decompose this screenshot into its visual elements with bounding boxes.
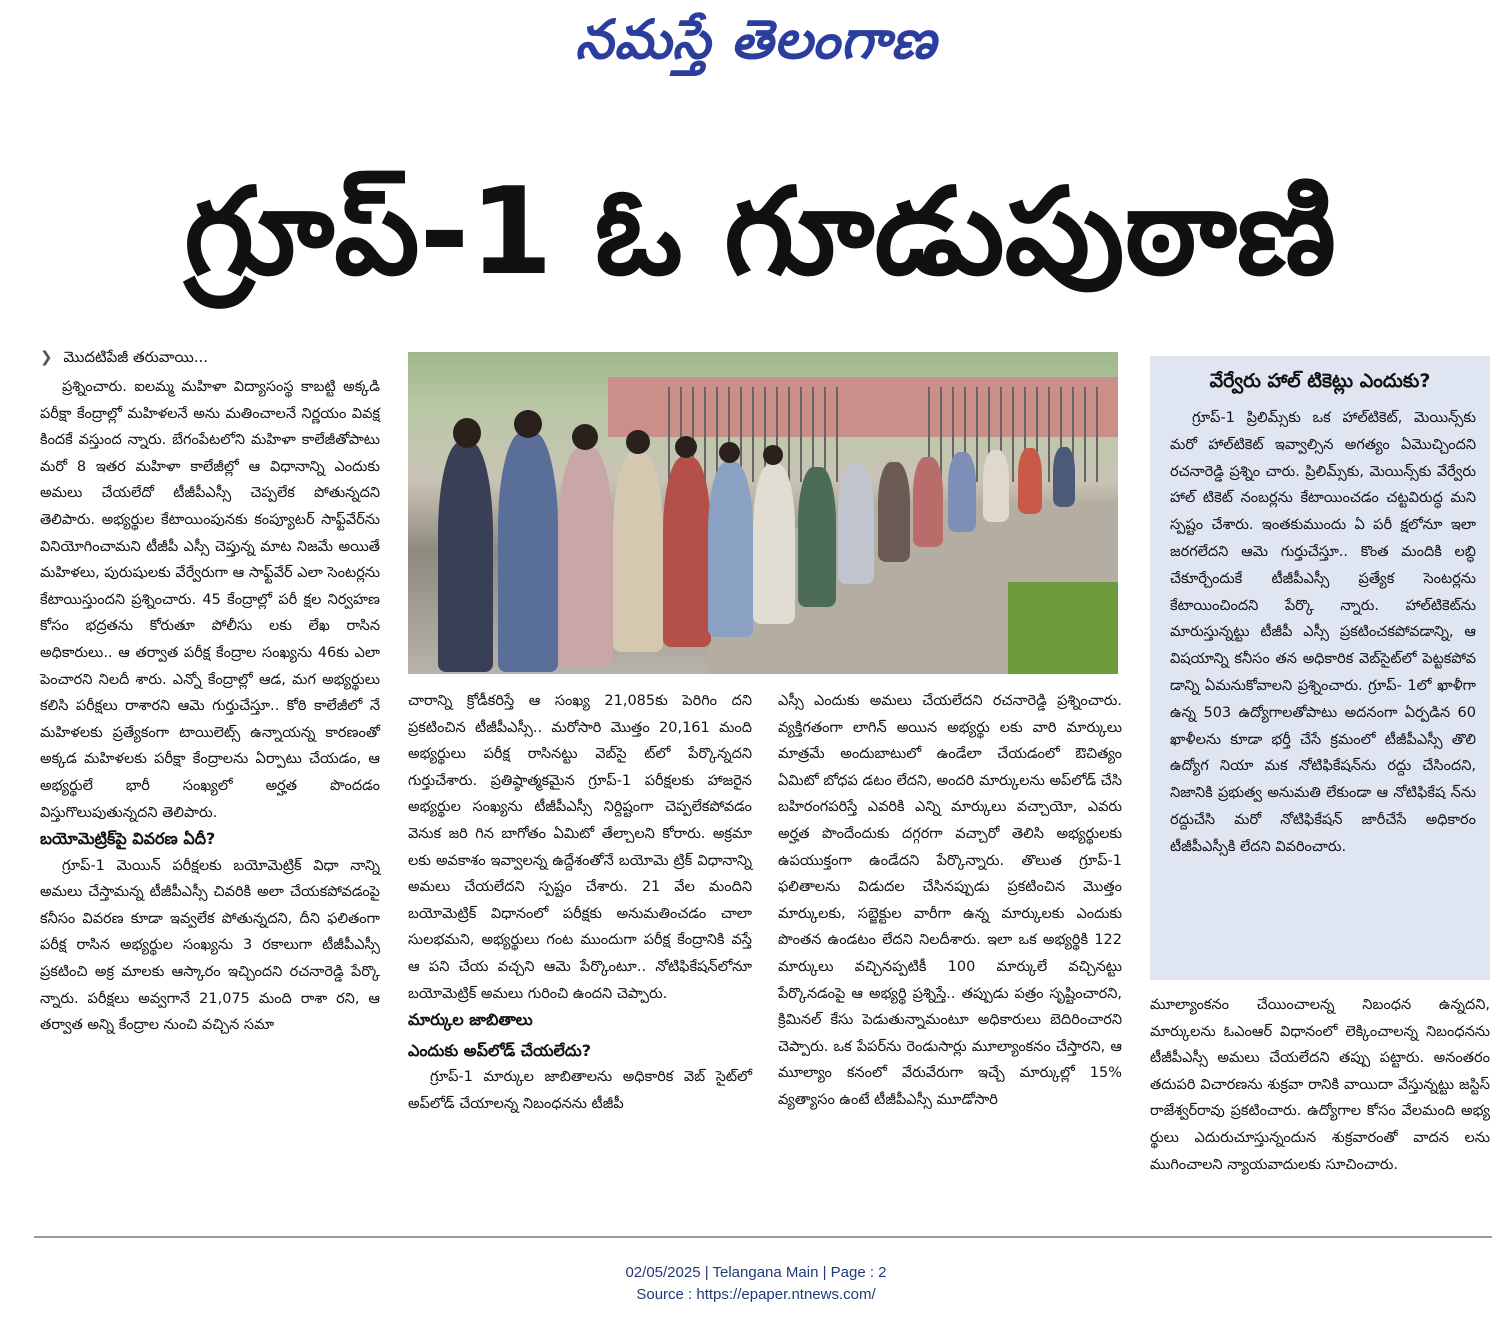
photo-head — [453, 418, 481, 448]
article-column-1 — [40, 374, 380, 1039]
subheading: ఎందుకు అప్‌లోడ్‌ చేయలేదు? — [408, 1040, 591, 1060]
subheading: బయోమెట్రిక్‌పై వివరణ ఏదీ? — [40, 829, 216, 849]
photo-person — [913, 457, 943, 547]
photo-person — [708, 462, 753, 637]
paragraph: గ్రూప్‌-1 మార్కుల జాబితాలను అధికారిక వెబ్‌ సైట్‌లో అప్‌లోడ్‌ చేయాలన్న నిబంధనను టీజీపీ — [408, 1069, 752, 1112]
article-column-4 — [1150, 992, 1490, 1178]
sidebar-box — [1150, 356, 1490, 980]
footer-divider — [34, 1236, 1492, 1238]
paragraph: మూల్యాంకనం చేయించాలన్న నిబంధన ఉన్నదని, మార్కులను ఓఎంఆర్‌ విధానంలో లెక్కించాలన్న నిబంధనను టీజీపీఎస్సీ అమలు చేయలేదని తప్పు పట్టారు. అనంతరం తదుపరి విచారణను శుక్రవా రానికి వాయిదా వేస్తున్నట్టు జస్టిస్‌ రాజేశ్వర్‌రావు ప్రకటించారు. ఉద్యోగాల కోసం వేలమంది అభ్య ర్థులు ఎదురుచూస్తున్నందున శుక్రవారంతో వాదన లను ముగించాలని న్యాయవాదులకు సూచించారు. — [1150, 997, 1490, 1173]
photo-person — [878, 462, 910, 562]
article-column-3 — [778, 688, 1122, 1114]
subheading: మార్కుల జాబితాలు — [408, 1010, 533, 1030]
chevron-right-icon: ❯ — [40, 348, 53, 366]
headline: గ్రూప్‌-1 ఓ గూడుపుఠాణి — [184, 163, 1336, 302]
photo-person — [798, 467, 836, 607]
continuation-line — [40, 348, 208, 370]
photo-grass — [1008, 582, 1118, 674]
sidebar-title: వేర్వేరు హాల్‌ టికెట్లు ఎందుకు? — [1209, 370, 1431, 392]
photo-head — [675, 436, 697, 458]
paragraph: ప్రశ్నించారు. ఐలమ్మ మహిళా విద్యాసంస్థ కాబట్టి అక్కడి పరీక్షా కేంద్రాల్లో మహిళలనే అను మతించాలనే నిర్ణయం వివక్ష కిందకే వస్తుంద న్నారు. బేగంపేటలోని మహిళా కాలేజీతోపాటు మరో 8 ఇతర మహిళా కాలేజీల్లో ఆ విధానాన్ని ఎందుకు అమలు చేయలేదో టీజీపీఎస్సీ చెప్పలేక పోతున్నదని తెలిపారు. అభ్యర్థుల కేటాయింపునకు కంప్యూటర్‌ సాఫ్ట్‌వేర్‌ను వినియోగించామని టీజీపీ ఎస్సీ చెప్తున్న మాట నిజమే అయితే మహిళలు, పురుషులకు వేర్వేరుగా ఆ సాఫ్ట్‌వేర్‌ ఎలా సెంటర్లను కేటాయిస్తుందని ప్రశ్నించారు. 45 కేంద్రాల్లో పరీ క్షల నిర్వహణ కోసం భద్రతను కోరుతూ పోలీసు లకు లేఖ రాసిన అధికారులు.. ఆ తర్వాత పరీక్ష కేంద్రాల సంఖ్యను 46కు ఎలా పెంచారని నిలదీ శారు. ఎన్నో కేంద్రాల్లో ఆడ, మగ అభ్యర్థులు కలిసి పరీక్షలు రాశారని ఆమె గుర్తుచేస్తూ.. కోఠి కాలేజీలో నే మహిళలకు ప్రత్యేకంగా టాయిలెట్స్‌ ఉన్నాయన్న కారణంతో అక్కడ మహిళలకు పరీక్షా కేంద్రాలను ఏర్పాటు చేయడం, ఆ అభ్యర్థులే భారీ సంఖ్యలో అర్హత పొందడం విస్తుగొలుపుతున్నదని తెలిపారు. — [40, 379, 380, 821]
news-photo-queue-of-candidates — [408, 352, 1118, 674]
footer-source-link[interactable]: Source : https://epaper.ntnews.com/ — [636, 1286, 876, 1303]
photo-person — [438, 442, 493, 672]
photo-person — [663, 457, 711, 647]
photo-person — [498, 432, 558, 672]
photo-person — [983, 450, 1009, 522]
article-column-2 — [408, 688, 752, 1118]
footer — [0, 1262, 1512, 1306]
photo-person — [838, 464, 874, 584]
photo-person — [1053, 447, 1075, 507]
paragraph: చారాన్ని క్రోడీకరిస్తే ఆ సంఖ్య 21,085కు పెరిగిం దని ప్రకటించిన టీజీపీఎస్సీ.. మరోసారి మొత్తం 20,161 మంది అభ్యర్థులు పరీక్ష రాసినట్టు వెబ్‌సై ట్‌లో పేర్కొన్నదని గుర్తుచేశారు. ప్రతిష్ఠాత్మకమైన గ్రూప్‌-1 పరీక్షలకు హాజరైన అభ్యర్థుల సంఖ్యను టీజీపీఎస్సీ నిర్దిష్టంగా చెప్పలేకపోవడం వెనుక జరి గిన బాగోతం ఏమిటో తేల్చాలని కోరారు. అక్రమా లకు అవకాశం ఇవ్వాలన్న ఉద్దేశంతోనే బయోమె ట్రిక్‌ విధానాన్ని అమలు చేయలేదని స్పష్టం చేశారు. 21 వేల మందిని బయోమెట్రిక్‌ విధానంలో పరీక్షకు అనుమతించడం చాలా సులభమని, అభ్యర్థులు గంట ముందుగా పరీక్ష కేంద్రానికి వస్తే ఆ పని చేయ వచ్చని ఆమె పేర్కొంటూ.. నోటిఫికేషన్‌లోనూ బయోమెట్రిక్‌ అమలు గురించి ఉందని చెప్పారు. — [408, 693, 752, 1002]
photo-head — [626, 430, 650, 454]
photo-head — [514, 410, 542, 438]
photo-head — [763, 445, 783, 465]
photo-person — [558, 447, 613, 667]
footer-edition-info: 02/05/2025 | Telangana Main | Page : 2 — [625, 1264, 887, 1281]
sidebar-body: గ్రూప్‌-1 ప్రిలిమ్స్‌కు ఒక హాల్‌టికెట్‌, మెయిన్స్‌కు మరో హాల్‌టికెట్‌ ఇవ్వాల్సిన అగత్యం ఏమొచ్చిందని రచనారెడ్డి ప్రశ్నిం చారు. ప్రిలిమ్స్‌కు, మెయిన్స్‌కు వేర్వేరు హాల్‌ టికెట్‌ నంబర్లను కేటాయించడం చట్టవిరుద్ధ మని స్పష్టం చేశారు. ఇంతకుముందు ఏ పరీ క్షలోనూ ఇలా జరగలేదని ఆమె గుర్తుచేస్తూ.. కొంత మందికి లబ్ధి చేకూర్చేందుకే టీజీపీఎస్సీ ప్రత్యేక సెంటర్లను కేటాయించిందని పేర్కొ న్నారు. హాల్‌టికెట్‌ను మారుస్తున్నట్టు టీజీపీ ఎస్సీ ప్రకటించకపోవడాన్ని, ఆ విషయాన్ని కనీసం తన అధికారిక వెబ్‌సైట్‌లో పెట్టకపోవ డాన్ని ఏమనుకోవాలని ప్రశ్నించారు. గ్రూప్‌- 1లో ఖాళీగా ఉన్న 503 ఉద్యోగాలతోపాటు అదనంగా ఏర్పడిన 60 ఖాళీలను కూడా భర్తీ చేసే క్రమంలో టీజీపీఎస్సీ తొలి ఉద్యోగ నియా మక నోటిఫికేషన్‌ను రద్దు చేసిందని, నిజానికి ప్రభుత్వ అనుమతి లేకుండా ఆ నోటిఫికేష న్‌ను రద్దుచేసి మరో నోటిఫికేషన్‌ జారీచేసే అధికారం టీజీపీఎస్సీకి లేదని వివరించారు. — [1170, 410, 1476, 855]
masthead-logo: నమస్తే తెలంగాణ — [575, 8, 937, 71]
photo-head — [719, 442, 740, 463]
paragraph: ఎస్సీ ఎందుకు అమలు చేయలేదని రచనారెడ్డి ప్రశ్నించారు. వ్యక్తిగతంగా లాగిన్‌ అయిన అభ్యర్థు లకు వారి మార్కులు మాత్రమే అందుబాటులో ఉండేలా చేయడంలో ఔచిత్యం ఏమిటో బోధప డటం లేదని, అందరి మార్కులను అప్‌లోడ్‌ చేసి బహిరంగపరిస్తే ఎవరికి ఎన్ని మార్కులు వచ్చాయో, ఎవరు అర్హత పొందేందుకు దగ్గరగా వచ్చారో తెలిసి అభ్యర్థులకు ఉపయుక్తంగా ఉండేదని పేర్కొన్నారు. తొలుత గ్రూప్‌-1 ఫలితాలను విడుదల చేసినప్పుడు ప్రకటించిన మొత్తం మార్కులకు, సబ్జెక్టుల వారీగా ఉన్న మార్కులకు ఎందుకు పొంతన ఉండటం లేదని నిలదీశారు. ఇలా ఒక అభ్యర్థికి 122 మార్కులు వచ్చినప్పటికీ 100 మార్కులే వచ్చినట్టు పేర్కొనడంపై ఆ అభ్యర్థి ప్రశ్నిస్తే.. తప్పుడు పత్రం సృష్టించారని, క్రిమినల్‌ కేసు పెడుతున్నామంటూ అధికారులు బెదిరించారని చెప్పారు. ఒక పేపర్‌ను రెండుసార్లు మూల్యాంకనం చేస్తారని, ఆ మూల్యాం కనంలో వేరువేరుగా ఇచ్చే మార్కుల్లో 15% వ్యత్యాసం ఉంటే టీజీపీఎస్సీ మూడోసారి — [778, 693, 1122, 1108]
photo-person — [753, 464, 795, 624]
photo-person — [948, 452, 976, 532]
photo-person — [613, 452, 663, 652]
photo-head — [572, 424, 598, 450]
continuation-label: మొదటిపేజీ తరువాయి... — [63, 348, 209, 366]
photo-person — [1018, 448, 1042, 514]
paragraph: గ్రూప్‌-1 మెయిన్‌ పరీక్షలకు బయోమెట్రిక్‌ విధా నాన్ని అమలు చేస్తామన్న టీజీపీఎస్సీ చివరికి అలా చేయకపోవడంపై కనీసం వివరణ కూడా ఇవ్వలేక పోతున్నదని, దీని ఫలితంగా పరీక్ష రాసిన అభ్యర్థుల సంఖ్యను 3 రకాలుగా టీజీపీఎస్సీ ప్రకటించి అక్ర మాలకు ఆస్కారం ఇచ్చిందని రచనారెడ్డి పేర్కొ న్నారు. పరీక్షలు అవ్వగానే 21,075 మంది రాశా రని, ఆ తర్వాత అన్ని కేంద్రాల నుంచి వచ్చిన సమా — [40, 857, 380, 1034]
